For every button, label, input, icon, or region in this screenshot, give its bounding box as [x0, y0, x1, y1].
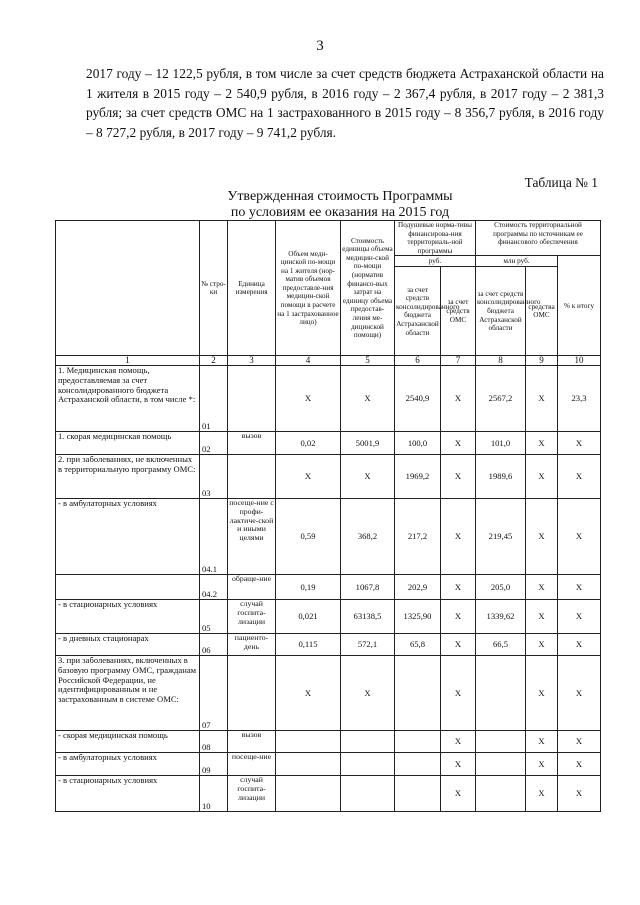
column-number-row [56, 356, 601, 366]
row-unit: случай госпита-лизации [228, 600, 276, 634]
row-code: 08 [200, 731, 228, 753]
row-percent: Х [558, 499, 601, 575]
table-row [56, 455, 601, 499]
row-volume [276, 776, 341, 812]
cost-table [55, 220, 601, 812]
row-budget-rub [395, 731, 441, 753]
row-oms-mln: Х [526, 600, 558, 634]
column-number: 6 [395, 356, 441, 366]
row-oms-rub: Х [441, 776, 476, 812]
table-row [56, 575, 601, 600]
row-name [56, 575, 200, 600]
row-oms-rub: Х [441, 656, 476, 731]
row-budget-rub: 1969,2 [395, 455, 441, 499]
column-number: 4 [276, 356, 341, 366]
column-number: 7 [441, 356, 476, 366]
row-name: - в амбулаторных условиях [56, 499, 200, 575]
row-name: - в дневных стационарах [56, 634, 200, 656]
row-volume: 0,59 [276, 499, 341, 575]
row-budget-mln: 101,0 [476, 432, 526, 455]
row-budget-mln [476, 731, 526, 753]
table-row [56, 731, 601, 753]
row-unit-cost: Х [341, 656, 395, 731]
row-budget-mln [476, 753, 526, 776]
row-unit-cost: 1067,8 [341, 575, 395, 600]
row-volume: 0,021 [276, 600, 341, 634]
row-budget-mln: 66,5 [476, 634, 526, 656]
row-unit [228, 455, 276, 499]
header-col-1 [56, 221, 200, 356]
row-percent: 23,3 [558, 366, 601, 432]
row-unit-cost: Х [341, 366, 395, 432]
row-budget-mln [476, 656, 526, 731]
row-volume: 0,19 [276, 575, 341, 600]
row-code: 04.1 [200, 499, 228, 575]
cost-table-wrapper [55, 220, 600, 812]
table-row [56, 432, 601, 455]
row-oms-mln: Х [526, 432, 558, 455]
row-budget-rub [395, 776, 441, 812]
row-name: 1. скорая медицинская помощь [56, 432, 200, 455]
row-budget-mln: 1339,62 [476, 600, 526, 634]
row-oms-mln: Х [526, 656, 558, 731]
row-percent: Х [558, 455, 601, 499]
row-budget-rub: 2540,9 [395, 366, 441, 432]
header-program-cost: Стоимость территориальной программы по источникам ее финансового обеспечения [476, 221, 601, 256]
row-unit-cost: 368,2 [341, 499, 395, 575]
column-number: 8 [476, 356, 526, 366]
row-unit: вызов [228, 432, 276, 455]
table-row [56, 634, 601, 656]
row-code: 02 [200, 432, 228, 455]
row-unit [228, 656, 276, 731]
row-oms-mln: Х [526, 634, 558, 656]
column-number: 5 [341, 356, 395, 366]
table-row [56, 499, 601, 575]
row-oms-rub: Х [441, 600, 476, 634]
row-name: - в амбулаторных условиях [56, 753, 200, 776]
row-oms-rub: Х [441, 575, 476, 600]
row-percent: Х [558, 575, 601, 600]
row-budget-mln: 1989,6 [476, 455, 526, 499]
row-unit: обраще-ние [228, 575, 276, 600]
table-label: Таблица № 1 [524, 175, 598, 190]
row-unit [228, 366, 276, 432]
row-unit: случай госпита-лизации [228, 776, 276, 812]
row-budget-rub [395, 753, 441, 776]
table-row [56, 600, 601, 634]
row-budget-mln: 205,0 [476, 575, 526, 600]
row-oms-rub: Х [441, 455, 476, 499]
table-row [56, 656, 601, 731]
row-name: 1. Медицинская помощь, предоставляемая за счет консолидированного бюджета Астраханской области, в том числе *: [56, 366, 200, 432]
row-name: - в стационарных условиях [56, 600, 200, 634]
row-percent: Х [558, 600, 601, 634]
row-percent: Х [558, 634, 601, 656]
header-volume: Объем меди-цинской по-мощи на 1 жителя (нор-матив объемов предоставле-ния медицин-ской помощи в расчете на 1 застрахованное лицо) [276, 221, 341, 356]
row-budget-rub: 202,9 [395, 575, 441, 600]
row-oms-rub: Х [441, 634, 476, 656]
column-number: 3 [228, 356, 276, 366]
row-oms-mln: Х [526, 753, 558, 776]
row-unit-cost: 572,1 [341, 634, 395, 656]
row-code: 03 [200, 455, 228, 499]
row-budget-rub: 217,2 [395, 499, 441, 575]
row-oms-rub: Х [441, 432, 476, 455]
header-per-capita-norms: Подушевые норма-тивы финансирова-ния территориаль-ной программы [395, 221, 476, 256]
row-code: 10 [200, 776, 228, 812]
row-unit: пациенто-день [228, 634, 276, 656]
header-oms-mln: средства ОМС [526, 267, 558, 356]
table-caption [150, 189, 530, 221]
row-percent: Х [558, 753, 601, 776]
row-unit: посеще-ние [228, 753, 276, 776]
row-code: 09 [200, 753, 228, 776]
table-row [56, 776, 601, 812]
row-oms-rub: Х [441, 366, 476, 432]
column-number: 1 [56, 356, 200, 366]
row-volume: 0,115 [276, 634, 341, 656]
row-oms-mln: Х [526, 366, 558, 432]
row-percent: Х [558, 731, 601, 753]
row-code: 05 [200, 600, 228, 634]
row-name: - скорая медицинская помощь [56, 731, 200, 753]
header-percent-total: % к итогу [558, 256, 601, 356]
row-budget-mln: 2567,2 [476, 366, 526, 432]
table-body [56, 366, 601, 812]
table-row [56, 753, 601, 776]
row-unit: посеще-ние с профи-лактиче-ской и иными целями [228, 499, 276, 575]
column-number: 9 [526, 356, 558, 366]
row-volume: 0,02 [276, 432, 341, 455]
row-unit-cost: 5001,9 [341, 432, 395, 455]
row-budget-mln: 219,45 [476, 499, 526, 575]
row-unit-cost [341, 753, 395, 776]
row-budget-rub: 100,0 [395, 432, 441, 455]
column-number: 10 [558, 356, 601, 366]
row-code: 04.2 [200, 575, 228, 600]
row-oms-mln: Х [526, 776, 558, 812]
intro-paragraph: 2017 году – 12 122,5 рубля, в том числе за счет средств бюджета Астраханской области на 1 жителя в 2015 году – 2 540,9 рубля, в 2016 году – 2 367,4 рубля, в 2017 году – 2 381,3 рубля; за счет средств ОМС на 1 застрахованного в 2015 году – 8 356,7 рубля, в 2016 году – 8 727,2 рубля, в 2017 году – 9 741,2 рубля. [86, 66, 604, 140]
table-row [56, 366, 601, 432]
row-unit-cost: Х [341, 455, 395, 499]
row-oms-mln: Х [526, 455, 558, 499]
row-oms-rub: Х [441, 499, 476, 575]
header-unit-mln-rub: млн руб. [476, 256, 558, 267]
header-unit: Единица измерения [228, 221, 276, 356]
row-name: 3. при заболеваниях, включенных в базовую программу ОМС, гражданам Российской Федерации, не идентифицированным и не застрахованным в системе ОМС: [56, 656, 200, 731]
row-code: 01 [200, 366, 228, 432]
header-unit-rub: руб. [395, 256, 476, 267]
page-number: 3 [316, 38, 324, 54]
row-oms-rub: Х [441, 753, 476, 776]
row-budget-rub [395, 656, 441, 731]
row-oms-rub: Х [441, 731, 476, 753]
row-name: - в стационарных условиях [56, 776, 200, 812]
row-budget-rub: 65,8 [395, 634, 441, 656]
caption-line-2: по условиям ее оказания на 2015 год [230, 205, 450, 220]
caption-line-1: Утвержденная стоимость Программы [227, 189, 453, 204]
header-row-number: № стро-ки [200, 221, 228, 356]
header-unit-cost: Стоимость единицы объема медицин-ской по-мощи (норматив финансо-вых затрат на единицу объема предостав-ления ме-дицинской помощи) [341, 221, 395, 356]
row-budget-rub: 1325,90 [395, 600, 441, 634]
row-percent: Х [558, 656, 601, 731]
header-budget-rub: за счет средств консолидированного бюджета Астраханской области [395, 267, 441, 356]
row-unit-cost [341, 731, 395, 753]
row-oms-mln: Х [526, 575, 558, 600]
row-oms-mln: Х [526, 731, 558, 753]
row-volume: Х [276, 656, 341, 731]
row-oms-mln: Х [526, 499, 558, 575]
row-code: 07 [200, 656, 228, 731]
row-unit: вызов [228, 731, 276, 753]
row-name: 2. при заболеваниях, не включенных в территориальную программу ОМС: [56, 455, 200, 499]
row-percent: Х [558, 432, 601, 455]
row-unit-cost: 63138,5 [341, 600, 395, 634]
column-number: 2 [200, 356, 228, 366]
row-code: 06 [200, 634, 228, 656]
row-volume: Х [276, 455, 341, 499]
header-oms-rub: за счет средств ОМС [441, 267, 476, 356]
row-volume [276, 731, 341, 753]
row-volume [276, 753, 341, 776]
row-unit-cost [341, 776, 395, 812]
row-volume: Х [276, 366, 341, 432]
header-budget-mln: за счет средств консолидированного бюджета Астраханской области [476, 267, 526, 356]
row-percent: Х [558, 776, 601, 812]
row-budget-mln [476, 776, 526, 812]
